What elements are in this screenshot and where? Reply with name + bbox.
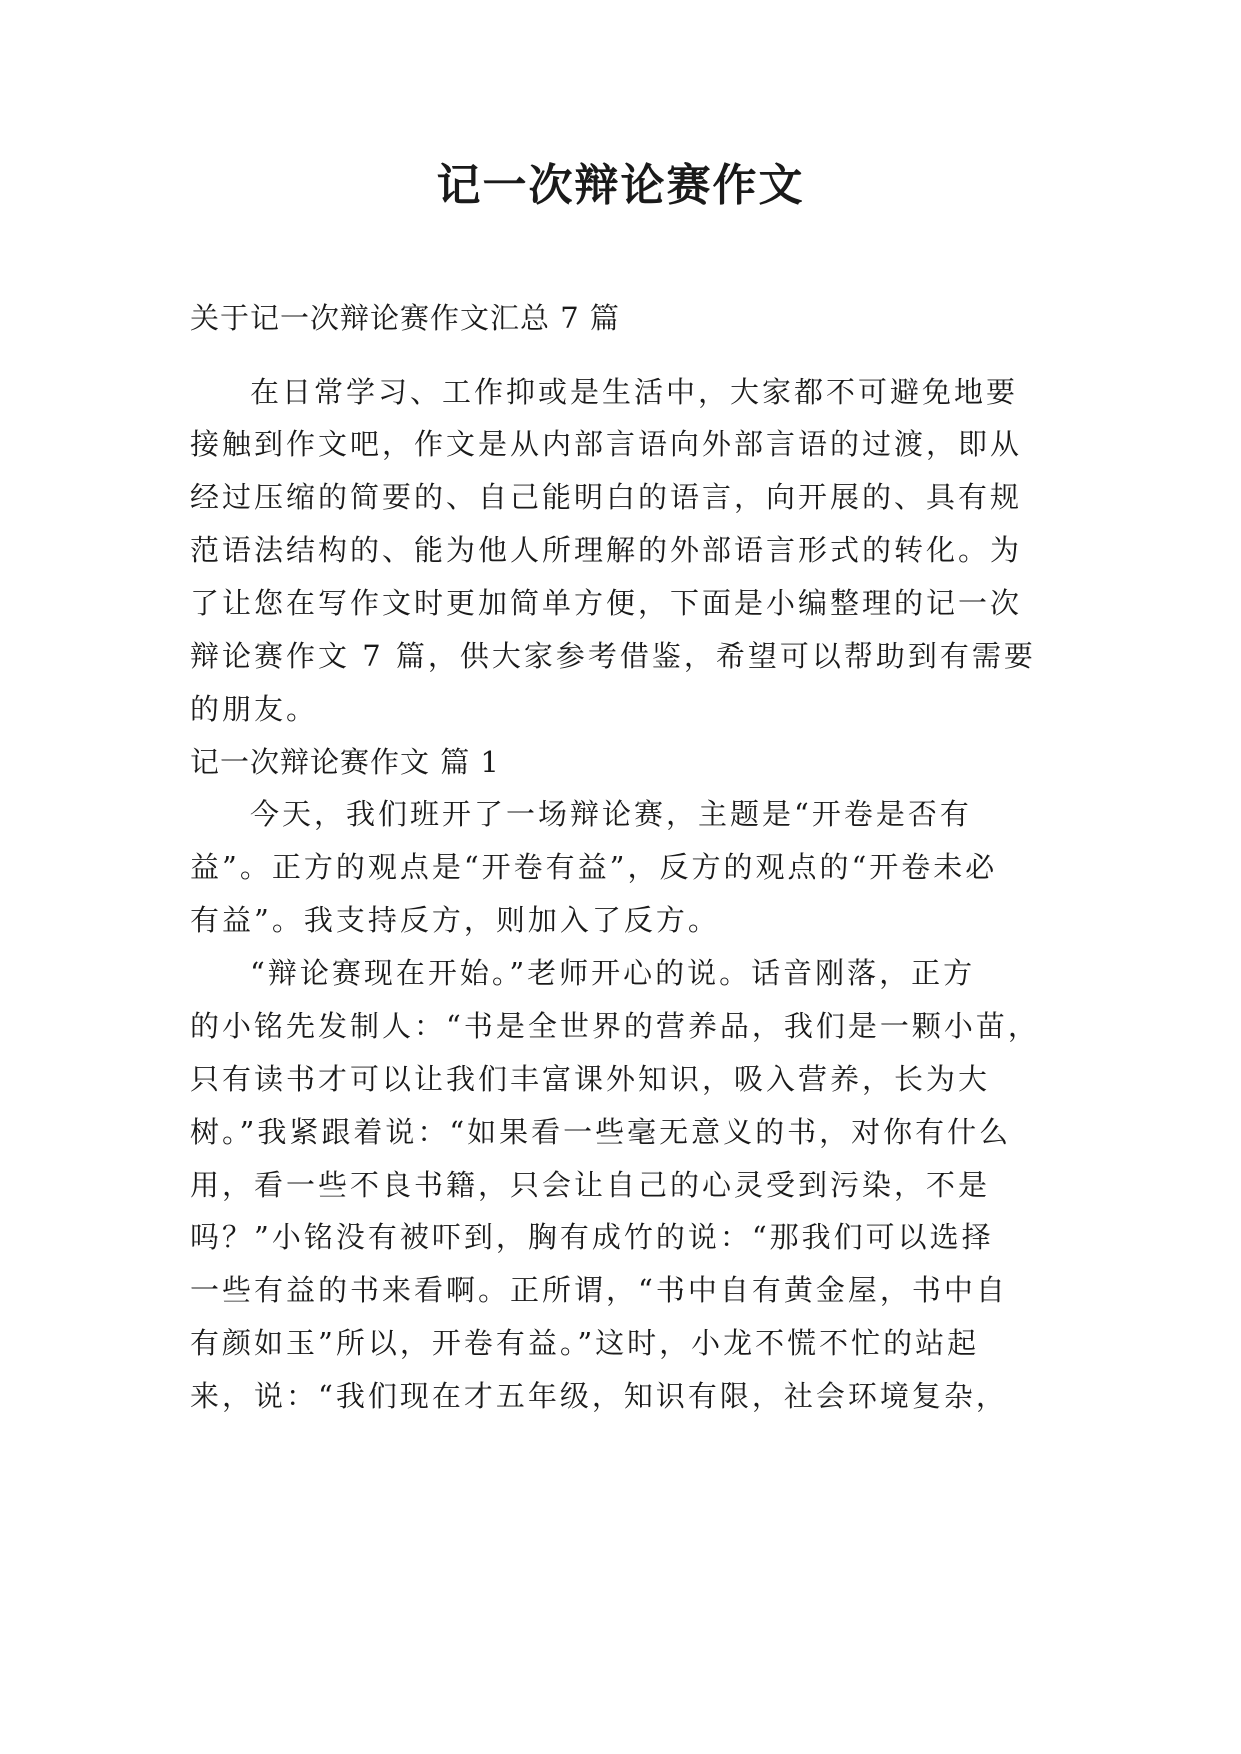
body-line: 用，看一些不良书籍，只会让自己的心灵受到污染，不是 bbox=[190, 1168, 991, 1202]
body-line: 来，说：“我们现在才五年级，知识有限，社会环境复杂， bbox=[190, 1379, 1008, 1413]
body-line: 的小铭先发制人：“书是全世界的营养品，我们是一颗小苗， bbox=[190, 1009, 1040, 1043]
body-line: 有颜如玉”所以，开卷有益。”这时，小龙不慌不忙的站起 bbox=[190, 1326, 980, 1360]
body-line: 接触到作文吧，作文是从内部言语向外部言语的过渡，即从 bbox=[190, 427, 1023, 461]
body-line: 益”。正方的观点是“开卷有益”，反方的观点的“开卷未必 bbox=[190, 850, 998, 884]
body-line: 吗？”小铭没有被吓到，胸有成竹的说：“那我们可以选择 bbox=[190, 1220, 994, 1254]
body-line: 了让您在写作文时更加简单方便，下面是小编整理的记一次 bbox=[190, 586, 1023, 620]
body-line: 辩论赛作文 7 篇，供大家参考借鉴，希望可以帮助到有需要 bbox=[190, 639, 1036, 673]
document-title: 记一次辩论赛作文 bbox=[436, 160, 805, 211]
body-line: 有益”。我支持反方，则加入了反方。 bbox=[190, 903, 720, 937]
body-line: “辩论赛现在开始。”老师开心的说。话音刚落，正方 bbox=[250, 956, 976, 990]
section-heading: 记一次辩论赛作文 篇 1 bbox=[190, 745, 500, 779]
body-line: 今天，我们班开了一场辩论赛，主题是“开卷是否有 bbox=[250, 797, 972, 831]
body-line: 一些有益的书来看啊。正所谓，“书中自有黄金屋，书中自 bbox=[190, 1273, 1008, 1307]
body-line: 范语法结构的、能为他人所理解的外部语言形式的转化。为 bbox=[190, 533, 1023, 567]
body-line: 树。”我紧跟着说：“如果看一些毫无意义的书，对你有什么 bbox=[190, 1115, 1012, 1149]
body-line: 经过压缩的简要的、自己能明白的语言，向开展的、具有规 bbox=[190, 480, 1023, 514]
body-line: 在日常学习、工作抑或是生活中，大家都不可避免地要 bbox=[250, 375, 1019, 409]
document-subtitle: 关于记一次辩论赛作文汇总 7 篇 bbox=[190, 301, 620, 335]
body-line: 的朋友。 bbox=[190, 692, 319, 726]
body-line: 只有读书才可以让我们丰富课外知识，吸入营养，长为大 bbox=[190, 1062, 991, 1096]
